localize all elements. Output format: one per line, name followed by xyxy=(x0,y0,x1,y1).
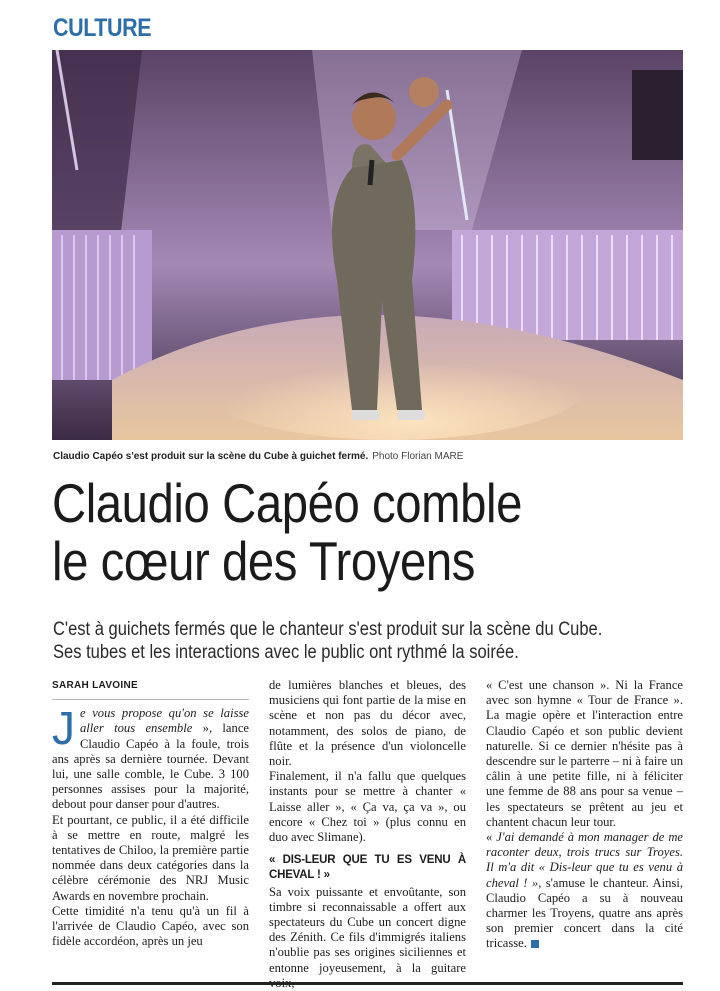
paragraph-8 xyxy=(486,830,683,952)
end-of-article-mark xyxy=(531,940,539,948)
paragraph-6: Sa voix puissante et envoûtante, son timbre si reconnaissable a offert aux spectateurs du Cube un concert digne des Zénith. Ce fils d'immigrés italiens n'oublie pas ses origines siciliennes et entonne joyeusement, à la guitare xyxy=(269,884,466,975)
paragraph-4: de lumières blanches et bleues, des musiciens qui font partie de la mise en scène et non pas du décor avec, notamment, des solos de piano, de flûte et la présence d'un violoncelle noir. xyxy=(269,678,466,769)
headline xyxy=(52,474,602,590)
paragraph-3: Cette timidité n'a tenu qu'à un fil à l'arrivée de Claudio Capéo, avec son fidèle accordéon, après un jeu xyxy=(52,903,249,949)
headline-line-2: le cœur des Troyens xyxy=(52,530,475,592)
article-body xyxy=(52,678,685,978)
paragraph-8-text: , s'amuse le chanteur. Ainsi, Claudio Capéo a su à nouveau charmer les Troyens, quatre ans après son premier concert dans la cité tricasse. xyxy=(486,875,683,951)
paragraph-2: Et pourtant, ce public, il a été difficile à se mettre en route, malgré les tentatives de Chiloo, la première partie nommée dans deux catégories dans la célèbre cérémonie des NRJ Music Awards en novembre prochain. xyxy=(52,812,249,903)
standfirst-line-2: Ses tubes et les interactions avec le public ont rythmé la soirée. xyxy=(53,642,519,663)
photo-caption xyxy=(53,451,463,462)
paragraph-7: « C'est une chanson ». Ni la France avec son hymne « Tour de France ». La magie opère et l'interaction entre Claudio Capéo et son public devient naturelle. Si ce dernier n'hésite pas à descendre sur le parterre – ni à faire un câlin à une petite fille, ni à féliciter une femme de 88 ans pour sa venue – les spectateurs se prêtent au jeu et chantent chacun leur tour. xyxy=(486,678,683,829)
headline-line-1: Claudio Capéo comble xyxy=(52,472,522,534)
paragraph-8-open: « xyxy=(486,830,497,845)
column-1 xyxy=(52,678,249,949)
caption-text: Claudio Capéo s'est produit sur la scène du Cube à guichet fermé. xyxy=(53,451,369,462)
paragraph-8-quote: J'ai demandé à mon manager de me raconter deux, trois trucs sur Troyes. Il m'a dit « Dis-leur que tu es venu à cheval ! » xyxy=(486,830,683,890)
photo-illustration xyxy=(52,50,683,440)
paragraph-1-quote: e vous propose qu'on se laisse aller tous ensemble xyxy=(80,706,249,736)
standfirst xyxy=(53,618,662,664)
paragraph-5: Finalement, il n'a fallu que quelques instants pour se mettre à chanter « Laisse aller », « Ça va, ça va », ou encore « Chez toi » (plus connu en duo avec Slimane). xyxy=(269,769,466,845)
concert-photo xyxy=(52,50,683,440)
bottom-rule xyxy=(52,982,683,985)
section-label: CULTURE xyxy=(53,14,152,42)
subheading: « DIS-LEUR QUE TU ES VENU À CHEVAL ! » xyxy=(269,854,466,882)
column-3 xyxy=(486,678,683,952)
drop-cap: J xyxy=(52,702,75,755)
column-2 xyxy=(269,678,466,991)
paragraph-1-text: », lance Claudio Capéo à la foule, trois ans après sa dernière tournée. Devant lui, une salle comble, le Cube. 3 100 personnes assises pour la majorité, debout pour danser pour d'autres. xyxy=(52,721,249,812)
photo-credit: Photo Florian MARE xyxy=(372,451,464,462)
standfirst-line-1: C'est à guichets fermés que le chanteur s'est produit sur la scène du Cube. xyxy=(53,619,603,640)
byline: SARAH LAVOINE xyxy=(52,678,249,700)
paragraph-1 xyxy=(52,702,249,812)
